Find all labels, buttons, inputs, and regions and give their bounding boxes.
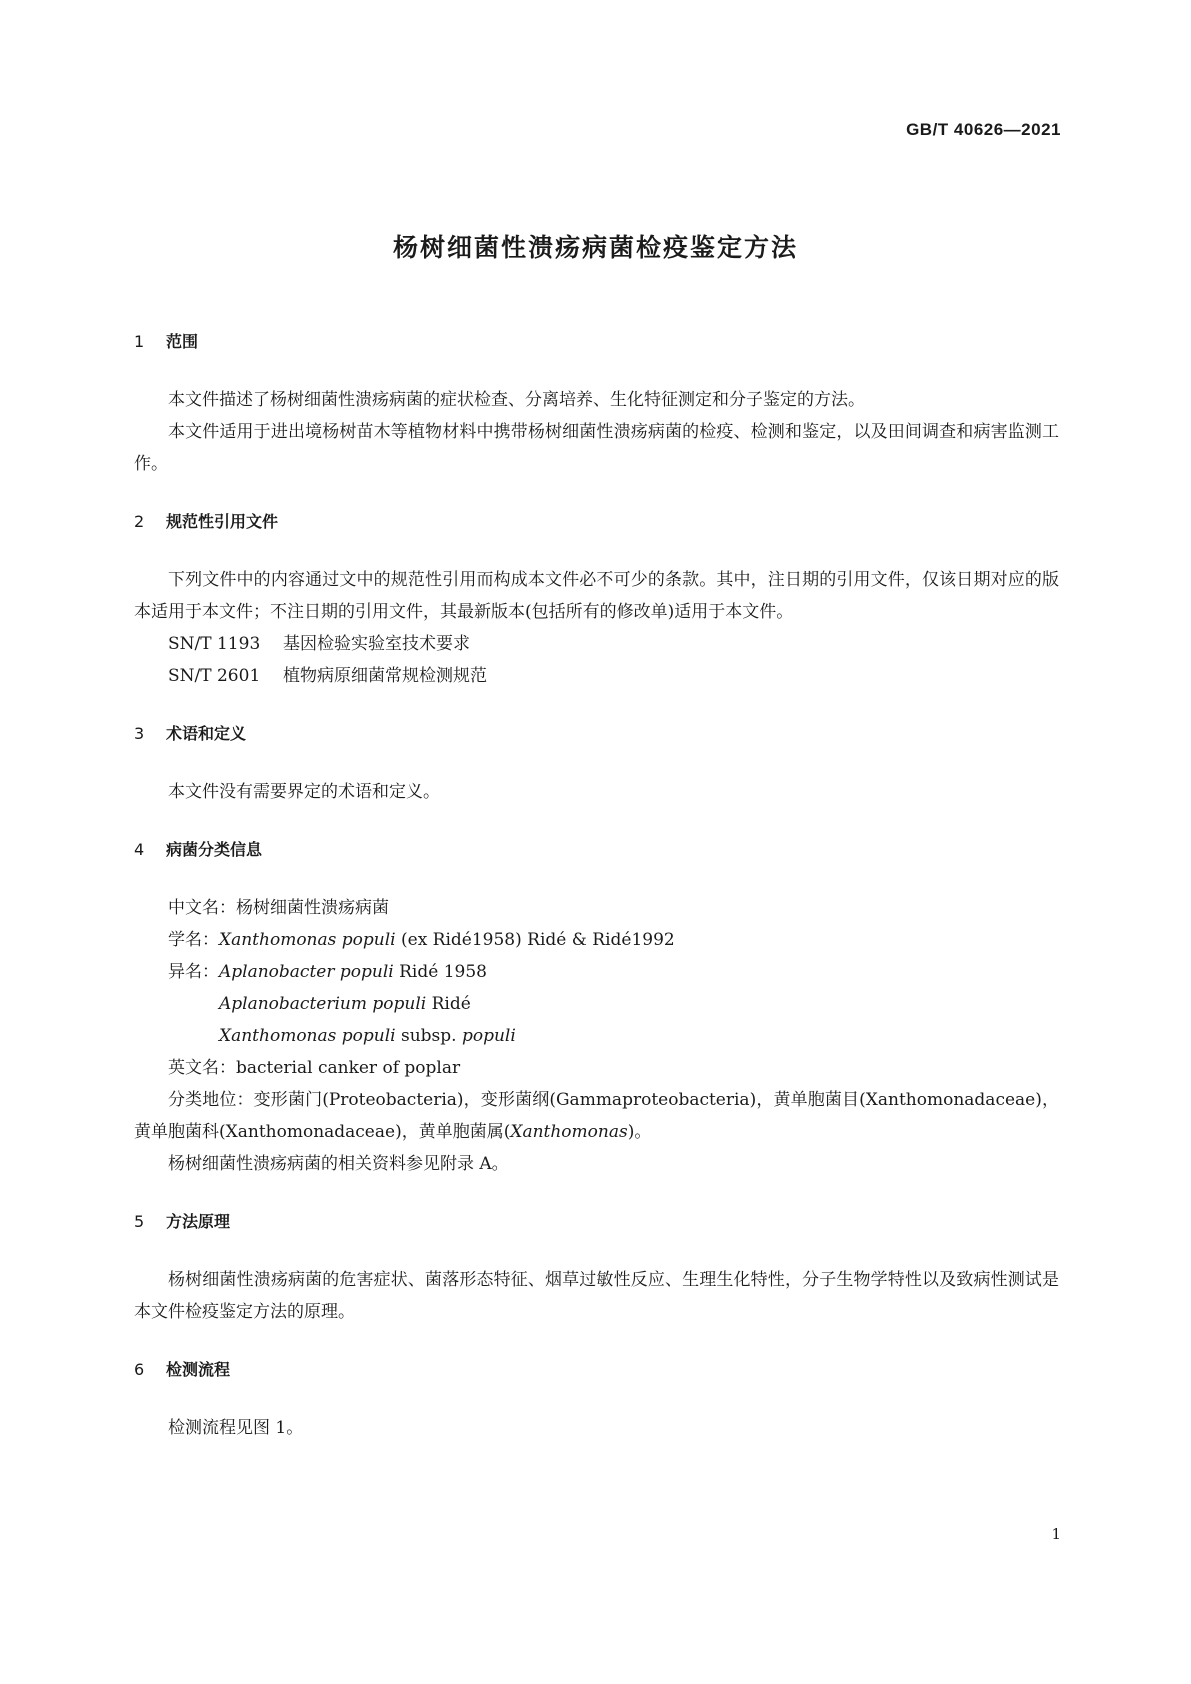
paragraph: 检测流程见图 1。	[168, 1418, 304, 1438]
section-2-heading	[134, 510, 1059, 534]
subspecies-epithet: populi	[461, 1026, 516, 1046]
section-number: 6	[134, 1360, 145, 1379]
section-5-heading	[134, 1210, 1059, 1234]
info-label: 异名：	[168, 962, 219, 982]
synonym-line	[134, 956, 1059, 988]
paragraph: 本文件描述了杨树细菌性溃疡病菌的症状检查、分离培养、生化特征测定和分子鉴定的方法。	[168, 390, 865, 410]
section-number: 1	[134, 332, 145, 351]
section-number: 4	[134, 840, 145, 859]
synonym-line	[134, 988, 1059, 1020]
synonym-line	[134, 1020, 1059, 1052]
reference-code: SN/T 2601	[168, 666, 261, 686]
synonym-name: Aplanobacter populi	[219, 962, 394, 982]
taxonomy-text: 分类地位：变形菌门(Proteobacteria)，变形菌纲(Gammaproteobacteria)，黄单胞菌目(Xanthomonadaceae)，黄单胞菌科(Xanthomonadaceae)，黄单胞菌属(	[134, 1090, 1059, 1142]
synonym-name: Aplanobacterium populi	[219, 994, 427, 1014]
paragraph: 杨树细菌性溃疡病菌的危害症状、菌落形态特征、烟草过敏性反应、生理生化特性，分子生物学特性以及致病性测试是本文件检疫鉴定方法的原理。	[134, 1270, 1059, 1322]
authority: (ex Ridé1958) Ridé & Ridé1992	[401, 930, 675, 950]
section-4-heading	[134, 838, 1059, 862]
genus-name: Xanthomonas	[510, 1122, 628, 1142]
section-title: 方法原理	[166, 1212, 231, 1231]
taxonomy-end: )。	[627, 1122, 652, 1142]
paragraph: 下列文件中的内容通过文中的规范性引用而构成本文件必不可少的条款。其中，注日期的引用文件，仅该日期对应的版本适用于本文件；不注日期的引用文件，其最新版本(包括所有的修改单)适用于本文件。	[134, 570, 1059, 622]
section-number: 2	[134, 512, 145, 531]
standard-code: GB/T 40626—2021	[906, 120, 1061, 139]
section-3-heading	[134, 722, 1059, 746]
paragraph: 杨树细菌性溃疡病菌的相关资料参见附录 A。	[168, 1154, 509, 1174]
section-title: 检测流程	[166, 1360, 231, 1379]
reference-title: 基因检验实验室技术要求	[283, 634, 470, 654]
document-title: 杨树细菌性溃疡病菌检疫鉴定方法	[392, 233, 798, 262]
scientific-name-line	[134, 924, 1059, 956]
reference-title: 植物病原细菌常规检测规范	[283, 666, 487, 686]
info-label: 中文名：	[168, 898, 236, 918]
section-title: 范围	[166, 332, 199, 351]
taxonomy-paragraph	[134, 1084, 1059, 1148]
document-body	[134, 330, 1059, 1444]
paragraph: 本文件适用于进出境杨树苗木等植物材料中携带杨树细菌性溃疡病菌的检疫、检测和鉴定，以及田间调查和病害监测工作。	[134, 422, 1059, 474]
section-title: 术语和定义	[166, 724, 247, 743]
english-name-line	[134, 1052, 1059, 1084]
section-title: 规范性引用文件	[166, 512, 279, 531]
section-number: 5	[134, 1212, 145, 1231]
section-6-heading	[134, 1358, 1059, 1382]
paragraph: 本文件没有需要界定的术语和定义。	[168, 782, 440, 802]
info-label: 英文名：	[168, 1058, 236, 1078]
authority: Ridé 1958	[399, 962, 487, 982]
info-label: 学名：	[168, 930, 219, 950]
info-value: 杨树细菌性溃疡病菌	[236, 898, 389, 918]
reference-item	[134, 628, 1059, 660]
section-title: 病菌分类信息	[166, 840, 263, 859]
reference-code: SN/T 1193	[168, 634, 261, 654]
reference-item	[134, 660, 1059, 692]
subspecies-marker: subsp.	[401, 1026, 457, 1046]
synonym-name: Xanthomonas populi	[219, 1026, 396, 1046]
page-number: 1	[1051, 1525, 1061, 1543]
scientific-name: Xanthomonas populi	[219, 930, 396, 950]
section-number: 3	[134, 724, 145, 743]
chinese-name-line	[134, 892, 1059, 924]
authority: Ridé	[431, 994, 471, 1014]
info-value: bacterial canker of poplar	[236, 1058, 461, 1078]
section-1-heading	[134, 330, 1059, 354]
